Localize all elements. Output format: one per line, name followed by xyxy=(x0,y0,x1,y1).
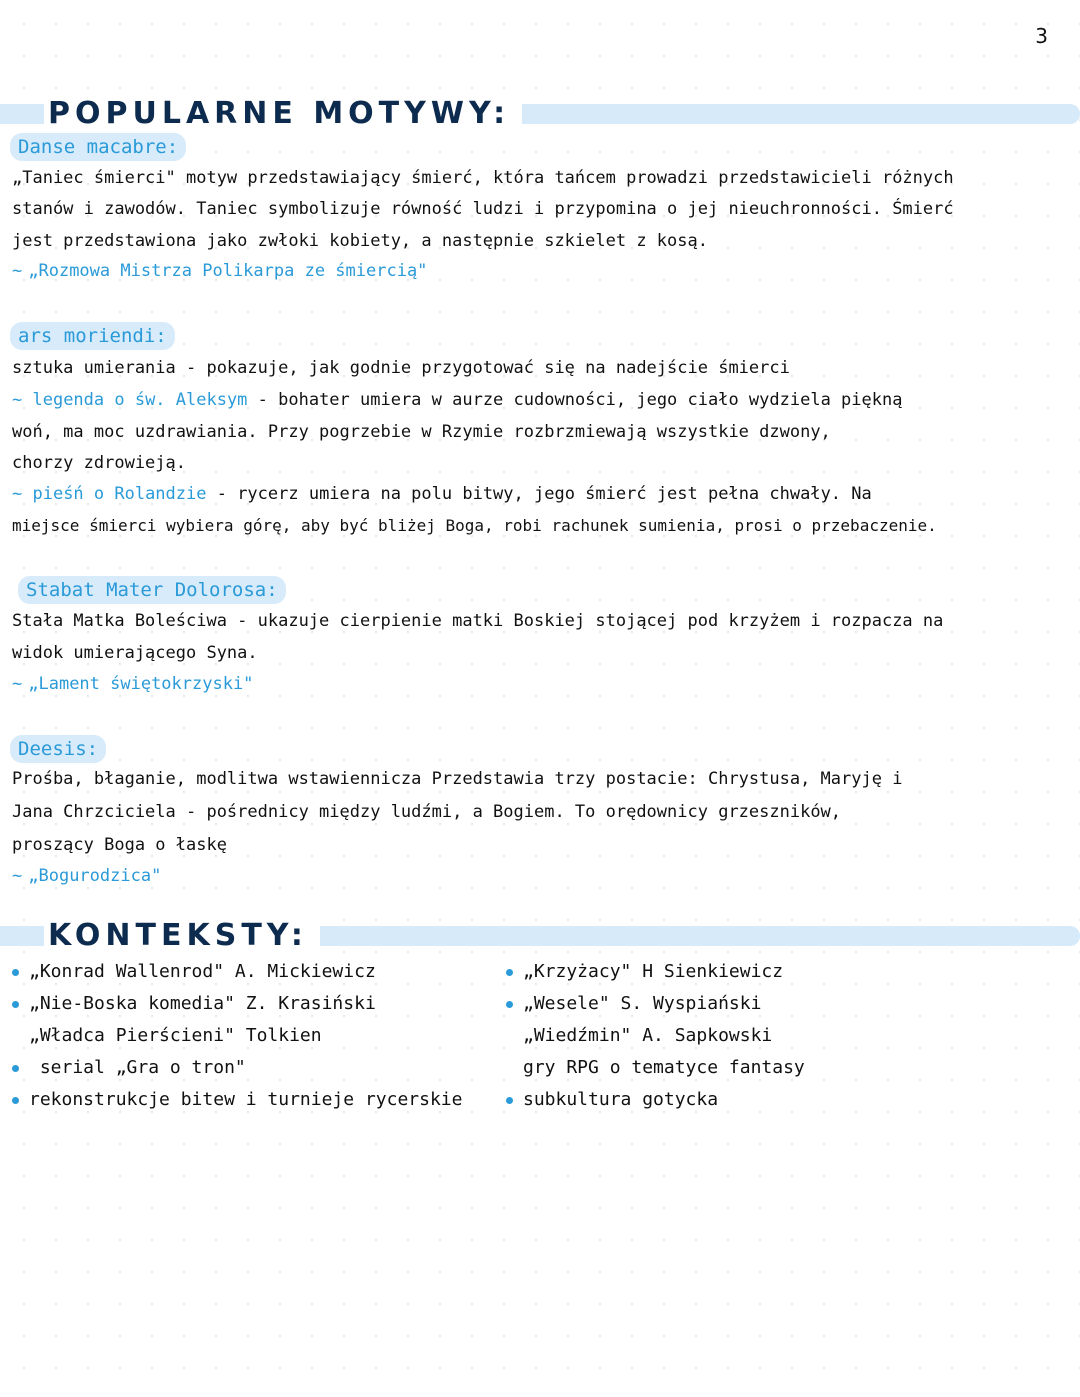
reference-description: - bohater umiera w aurze cudowności, jego ciało wydziela piękną xyxy=(247,390,903,410)
tilde-icon: ~ xyxy=(12,261,23,281)
bullet-icon xyxy=(506,1001,513,1008)
motif-text-line: chorzy zdrowieją. xyxy=(12,453,186,473)
context-text: „Wiedźmin" A. Sapkowski xyxy=(523,1025,773,1046)
reference-description: - rycerz umiera na polu bitwy, jego śmierć jest pełna chwały. Na xyxy=(206,484,872,504)
context-item xyxy=(506,992,761,1016)
bullet-icon xyxy=(12,969,19,976)
bullet-icon xyxy=(12,1097,19,1104)
reference-title: pieśń o Rolandzie xyxy=(32,484,207,504)
reference-title: „Rozmowa Mistrza Polikarpa ze śmiercią" xyxy=(28,261,428,281)
motif-reference xyxy=(12,259,427,283)
context-text: „Krzyżacy" H Sienkiewicz xyxy=(523,961,784,982)
motif-reference xyxy=(12,672,253,696)
motif-label-danse-macabre: Danse macabre: xyxy=(10,133,186,161)
context-item xyxy=(12,1088,462,1112)
motif-text-line: jest przedstawiona jako zwłoki kobiety, a następnie szkielet z kosą. xyxy=(12,231,708,251)
motif-ref-line xyxy=(12,388,1066,412)
context-item xyxy=(12,1024,322,1048)
motif-text-line: Prośba, błaganie, modlitwa wstawiennicza Przedstawia trzy postacie: Chrystusa, Maryję i xyxy=(12,769,903,789)
motif-label-deesis: Deesis: xyxy=(10,735,106,763)
context-item xyxy=(12,992,376,1016)
reference-title: „Bogurodzica" xyxy=(28,866,162,886)
tilde-icon: ~ xyxy=(12,674,23,694)
reference-title: „Lament świętokrzyski" xyxy=(28,674,254,694)
context-item xyxy=(12,960,376,984)
motif-label-stabat-mater: Stabat Mater Dolorosa: xyxy=(18,576,286,604)
tilde-icon: ~ xyxy=(12,390,33,410)
context-text: subkultura gotycka xyxy=(523,1089,719,1110)
section-title-popular-motifs: POPULARNE MOTYWY: xyxy=(44,96,522,132)
context-item xyxy=(506,960,783,984)
context-item xyxy=(12,1056,246,1080)
context-text: „Wesele" S. Wyspiański xyxy=(523,993,762,1014)
context-item xyxy=(506,1056,805,1080)
motif-ref-line xyxy=(12,482,1066,506)
bullet-icon xyxy=(12,1001,19,1008)
motif-reference xyxy=(12,864,161,888)
context-text: gry RPG o tematyce fantasy xyxy=(523,1057,805,1078)
context-item xyxy=(506,1088,718,1112)
bullet-icon xyxy=(506,1097,513,1104)
tilde-icon: ~ xyxy=(12,866,23,886)
context-text: „Władca Pierścieni" Tolkien xyxy=(29,1025,322,1046)
page-number: 3 xyxy=(1035,24,1048,48)
motif-text-line: „Taniec śmierci" motyw przedstawiający śmierć, która tańcem prowadzi przedstawicieli różnych xyxy=(12,168,954,188)
bullet-icon xyxy=(12,1065,19,1072)
motif-text-line: Jana Chrzciciela - pośrednicy między ludźmi, a Bogiem. To orędownicy grzeszników, xyxy=(12,802,842,822)
motif-text-line: miejsce śmierci wybiera górę, aby być bliżej Boga, robi rachunek sumienia, prosi o przebaczenie. xyxy=(12,516,937,535)
bullet-icon xyxy=(506,969,513,976)
motif-text-line: widok umierającego Syna. xyxy=(12,643,258,663)
tilde-icon: ~ xyxy=(12,484,33,504)
reference-title: legenda o św. Aleksym xyxy=(32,390,248,410)
motif-label-ars-moriendi: ars moriendi: xyxy=(10,322,175,350)
motif-text-line: sztuka umierania - pokazuje, jak godnie przygotować się na nadejście śmierci xyxy=(12,358,790,378)
context-text: rekonstrukcje bitew i turnieje rycerskie xyxy=(29,1089,463,1110)
context-text: serial „Gra o tron" xyxy=(29,1057,246,1078)
section-title-contexts: KONTEKSTY: xyxy=(44,918,320,954)
motif-text-line: Stała Matka Boleściwa - ukazuje cierpienie matki Boskiej stojącej pod krzyżem i rozpacza na xyxy=(12,611,944,631)
context-item xyxy=(506,1024,772,1048)
context-text: „Konrad Wallenrod" A. Mickiewicz xyxy=(29,961,376,982)
motif-text-line: proszący Boga o łaskę xyxy=(12,835,227,855)
context-text: „Nie-Boska komedia" Z. Krasiński xyxy=(29,993,376,1014)
motif-text-line: stanów i zawodów. Taniec symbolizuje równość ludzi i przypomina o jej nieuchronności. Śmierć xyxy=(12,199,954,219)
motif-text-line: woń, ma moc uzdrawiania. Przy pogrzebie w Rzymie rozbrzmiewają wszystkie dzwony, xyxy=(12,422,831,442)
